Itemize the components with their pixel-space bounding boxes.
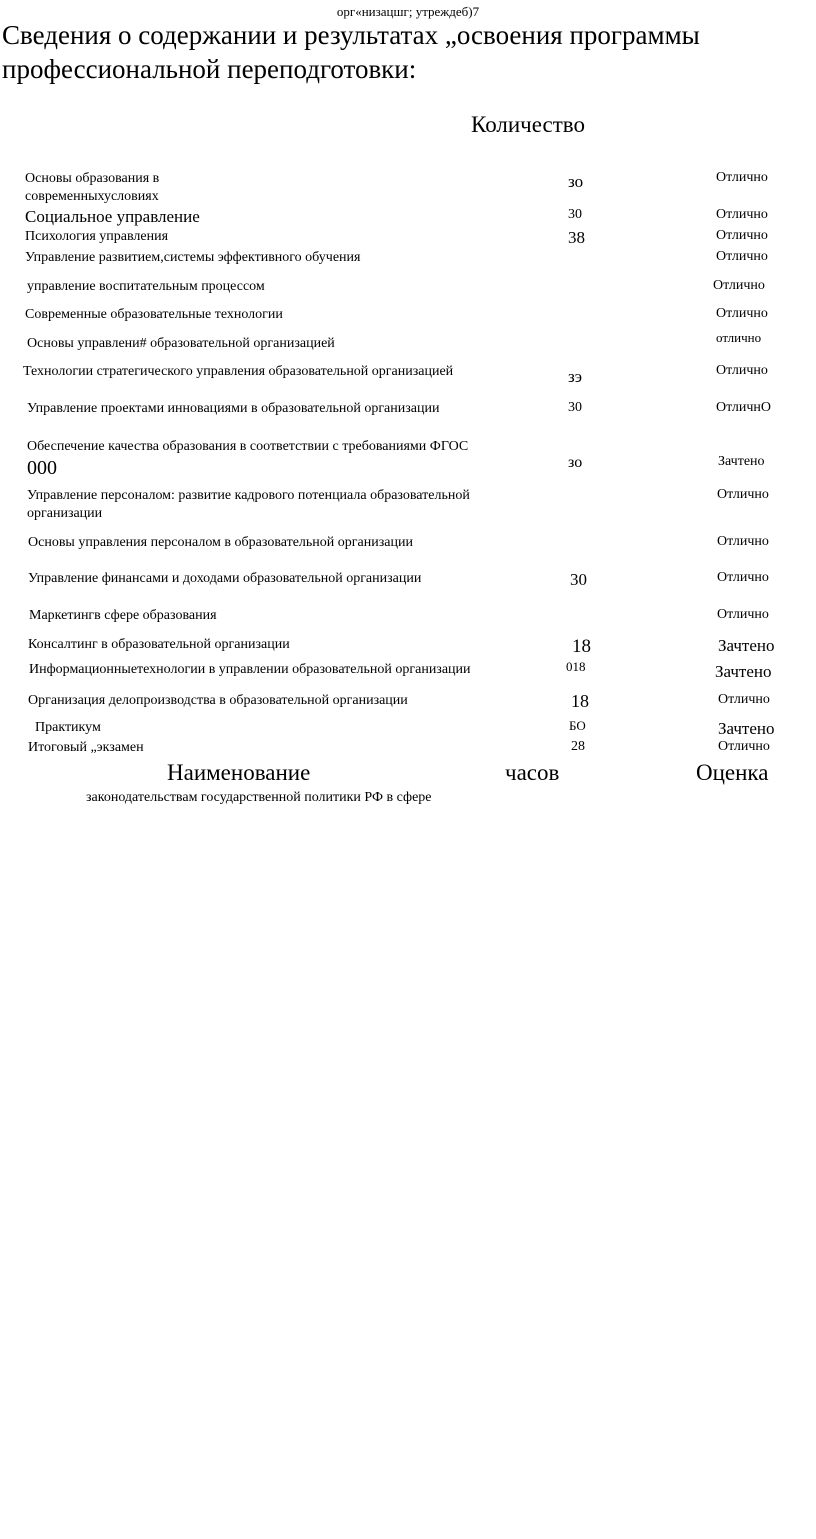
column-label-quantity: Количество	[471, 112, 585, 137]
course-name: Маркетингв сфере образования	[29, 608, 217, 623]
course-grade: Отлично	[718, 739, 770, 754]
course-name: Основы управления персоналом в образовательной организации	[28, 535, 413, 550]
course-hours: БО	[569, 718, 586, 733]
course-grade: Отлично	[713, 278, 765, 293]
course-grade: Отлично	[718, 692, 770, 707]
course-name: Управление персоналом: развитие кадрового потенциала образовательной организации	[27, 488, 470, 521]
course-name: Основы управлени# образовательной организацией	[27, 336, 335, 351]
course-grade: отлично	[716, 330, 762, 345]
course-grade: Отлично	[716, 249, 768, 264]
course-name: Технологии стратегического управления образовательной организацией	[23, 364, 454, 379]
column-label-grade: Оценка	[696, 760, 769, 785]
course-hours: 18	[572, 636, 591, 657]
course-name: управление воспитательным процессом	[27, 279, 265, 294]
course-grade: Зачтено	[718, 454, 765, 469]
course-grade: Зачтено	[718, 636, 775, 655]
course-grade: Отлично	[717, 487, 769, 502]
course-grade: Отлично	[717, 607, 769, 622]
course-name: Информационныетехнологии в управлении образовательной организации	[29, 662, 471, 677]
course-name: Обеспечение качества образования в соответствии с требованиями ФГОС 000	[27, 439, 469, 479]
course-name: Психология управления	[25, 229, 169, 244]
course-hours: 38	[568, 228, 585, 247]
course-grade: Отлично	[716, 170, 768, 185]
course-name: Управление финансами и доходами образовательной организации	[28, 571, 422, 586]
course-name: Организация делопроизводства в образовательной организации	[28, 693, 408, 708]
course-grade: Отлично	[717, 570, 769, 585]
course-hours: 018	[566, 659, 586, 674]
course-name: Управление проектами инновациями в образовательной организации	[27, 401, 440, 416]
course-name: Социальное управление	[25, 207, 200, 226]
course-hours: зо	[568, 172, 584, 191]
course-grade: Зачтено	[718, 719, 775, 738]
course-hours: 30	[568, 207, 582, 222]
course-name: Практикум	[35, 720, 101, 735]
course-hours: 18	[571, 691, 589, 711]
header-line: орг«низацшг; утреждеб)7	[336, 4, 480, 19]
course-hours: зо	[568, 454, 583, 471]
course-name: Современные образовательные технологии	[25, 307, 283, 322]
course-hours: 30	[568, 400, 582, 415]
course-grade: Отлично	[717, 534, 769, 549]
course-hours: зэ	[568, 367, 583, 386]
course-grade: Отлично	[716, 363, 768, 378]
course-grade: Отлично	[716, 306, 768, 321]
course-grade: ОтличнО	[716, 400, 772, 415]
column-label-name: Наименование	[167, 760, 311, 785]
tail-text: законодательствам государственной политики РФ в сфере	[86, 790, 432, 805]
course-grade: Отлично	[716, 207, 768, 222]
course-grade: Зачтено	[715, 662, 772, 681]
course-hours: 28	[571, 739, 585, 754]
course-grade: Отлично	[716, 228, 768, 243]
page-title: Сведения о содержании и результатах „освоения программы профессиональной переподготовки:	[2, 20, 700, 84]
course-hours: 30	[570, 570, 587, 589]
column-label-hours: часов	[505, 760, 560, 785]
course-name: Управление развитием,системы эффективного обучения	[25, 250, 361, 265]
course-name: Основы образования в современныхусловиях	[25, 171, 160, 204]
course-name: Итоговый „экзамен	[28, 740, 144, 755]
course-name: Консалтинг в образовательной организации	[28, 637, 290, 652]
